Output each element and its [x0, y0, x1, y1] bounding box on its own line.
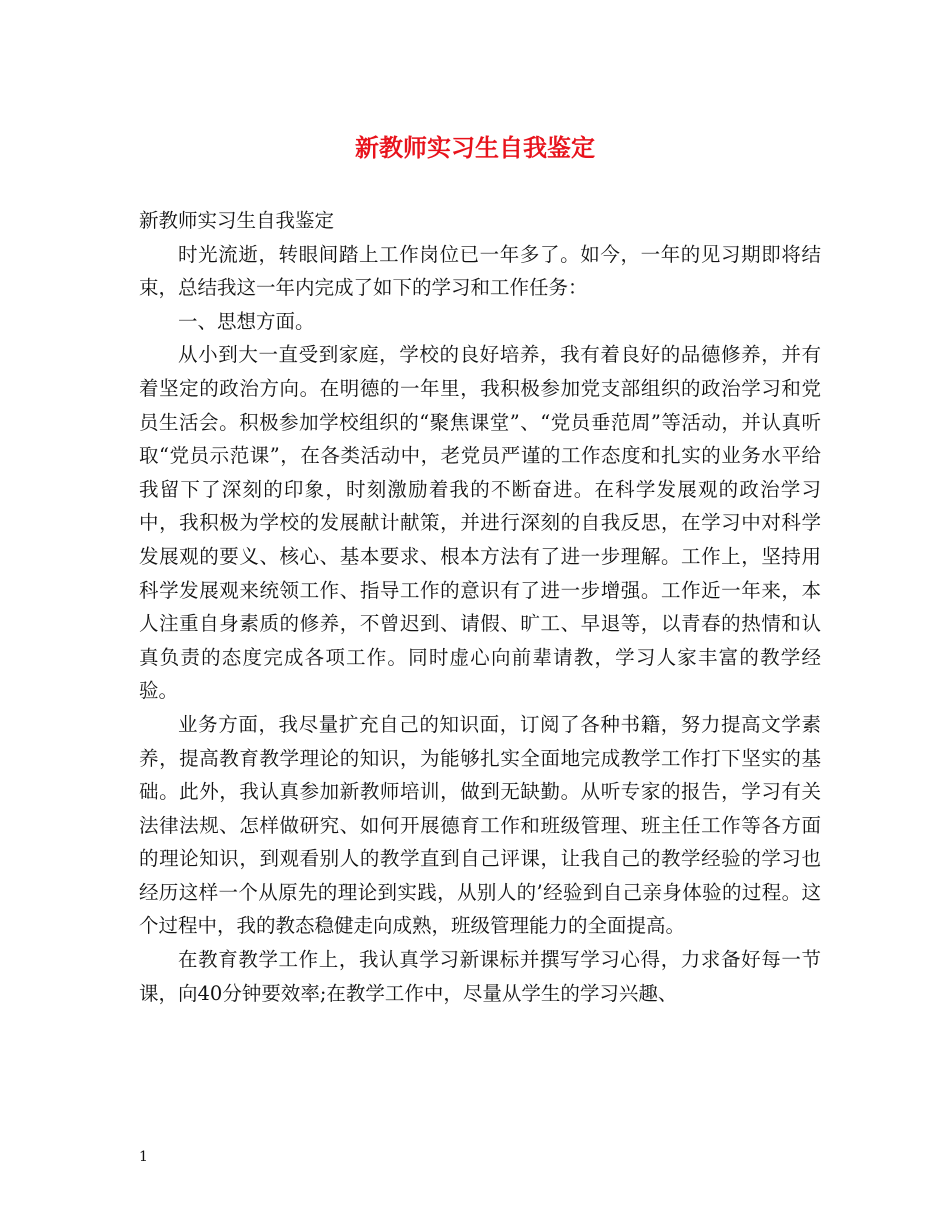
paragraph-teaching: 在教育教学工作上，我认真学习新课标并撰写学习心得，力求备好每一节课，向40分钟要效率;在教学工作中，尽量从学生的学习兴趣、 [139, 948, 821, 1005]
paragraph-professional: 业务方面，我尽量扩充自己的知识面，订阅了各种书籍，努力提高文学素养，提高教育教学理论的知识，为能够扎实全面地完成教学工作打下坚实的基础。此外，我认真参加新教师培训，做到无缺勤。从听专家的报告，学习有关法律法规、怎样做研究、如何开展德育工作和班级管理、班主任工作等各方面的理论知识，到观看别人的教学直到自己评课，让我自己的教学经验的学习也经历这样一个从原先的理论到实践，从别人的’经验到自己亲身体验的过程。这个过程中，我的教态稳健走向成熟，班级管理能力的全面提高。 [139, 712, 821, 938]
document-title: 新教师实习生自我鉴定 [355, 133, 595, 162]
document-body [139, 204, 821, 1010]
paragraph-ideology-body: 从小到大一直受到家庭，学校的良好培养，我有着良好的品德修养，并有着坚定的政治方向。在明德的一年里，我积极参加党支部组织的政治学习和党员生活会。积极参加学校组织的“聚焦课堂”、“党员垂范周”等活动，并认真听取“党员示范课”，在各类活动中，老党员严谨的工作态度和扎实的业务水平给我留下了深刻的印象，时刻激励着我的不断奋进。在科学发展观的政治学习中，我积极为学校的发展献计献策，并进行深刻的自我反思，在学习中对科学发展观的要义、核心、基本要求、根本方法有了进一步理解。工作上，坚持用科学发展观来统领工作、指导工作的意识有了进一步增强。工作近一年来，本人注重自身素质的修养，不曾迟到、请假、旷工、早退等，以青春的热情和认真负责的态度完成各项工作。同时虚心向前辈请教，学习人家丰富的教学经验。 [139, 343, 821, 703]
paragraph-section-ideology: 一、思想方面。 [178, 309, 315, 333]
paragraph-intro: 时光流逝，转眼间踏上工作岗位已一年多了。如今，一年的见习期即将结束，总结我这一年内完成了如下的学习和工作任务： [139, 242, 821, 300]
page-number: 1 [139, 1149, 148, 1165]
paragraph-heading: 新教师实习生自我鉴定 [139, 209, 335, 232]
